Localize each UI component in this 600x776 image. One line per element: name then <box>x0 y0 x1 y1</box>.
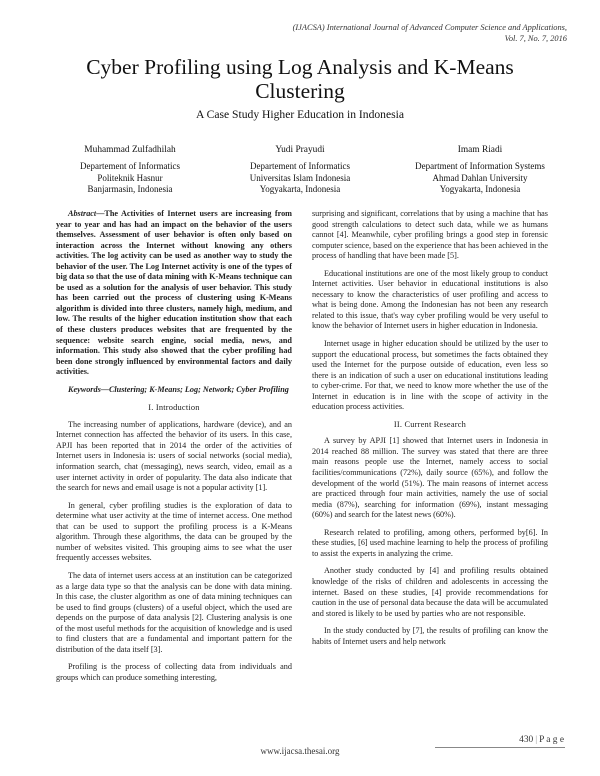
paragraph: surprising and significant, correlations that by using a machine that has good strength calculations to detect such data, while we as humans cannot [4]. Meanwhile, cyber profiling brings a good step in forensic computer science, based on the experience that has been achieved in the process of handling that have been made [5]. <box>312 209 548 261</box>
abstract-text: —The Activities of Internet users are increasing from year to year and has had an impact on the behavior of the users themselves. Assessment of user behavior is often only based on interaction across the Internet without knowing any others activities. The log activity can be used as another way to study the behavior of the user. The Log Internet activity is one of the types of big data so that the use of data mining with K-Means technique can be used as a solution for the analysis of user behavior. This study has been carried out the process of clustering using K-Means algorithm is divided into three clusters, namely high, medium, and low. The results of the higher education institution show that each of these clusters produces websites that are frequented by the sequence: website search engine, social media, news, and information. This study also showed that the cyber profiling had been done strongly influenced by environmental factors and daily activities. <box>56 209 292 377</box>
author-inst: Universitas Islam Indonesia <box>249 172 351 183</box>
author-city: Yogyakarta, Indonesia <box>259 183 341 194</box>
author-name: Imam Riadi <box>457 145 503 155</box>
author-block-2 <box>210 145 390 195</box>
journal-volume: Vol. 7, No. 7, 2016 <box>504 34 567 43</box>
paragraph: Profiling is the process of collecting data from individuals and groups which can produce something interesting, <box>56 662 292 682</box>
page-number: 430 | P a g e <box>519 735 564 745</box>
author-name: Muhammad Zulfadhilah <box>84 145 176 155</box>
keywords: Keywords—Clustering; K-Means; Log; Network; Cyber Profiling <box>68 384 289 394</box>
author-dept: Department of Information Systems <box>415 161 545 172</box>
author-city: Banjarmasin, Indonesia <box>87 183 173 194</box>
paper-title: Cyber Profiling using Log Analysis and K-Means Clustering <box>86 55 514 103</box>
page-number-value: 430 <box>519 735 534 745</box>
abstract <box>56 209 292 378</box>
paragraph: A survey by APJI [1] showed that Internet users in Indonesia in 2014 reached 88 million. The survey was stated that there are three main reasons people use the Internet, namely access to social facilities/communications (72%), daily source (65%), and follow the development of the world (51%). The main reasons of internet access are practiced through four main activities, namely the use of social media (87%), searching for information (69%), instant messaging (60%) and search for the latest news (60%). <box>312 436 548 520</box>
author-block-1 <box>40 145 220 195</box>
author-inst: Politeknik Hasnur <box>97 172 163 183</box>
author-dept: Departement of Informatics <box>250 161 350 172</box>
journal-name: (IJACSA) International Journal of Advanced Computer Science and Applications, <box>292 23 567 32</box>
paragraph: Research related to profiling, among others, performed by[6]. In these studies, [6] used machine learning to help the process of profiling to assist the experts in analyzing the crime. <box>312 527 548 558</box>
paragraph: Another study conducted by [4] and profiling results obtained knowledge of the risks of children and adolescents in accessing the internet. Based on these studies, [4] provide recommendations for caution in the use of personal data because the data will be accumulated and stored is likely to be used by parties who are not responsible. <box>312 566 548 618</box>
paper-subtitle: A Case Study Higher Education in Indonesia <box>195 108 404 121</box>
journal-url: www.ijacsa.thesai.org <box>260 746 340 756</box>
author-dept: Departement of Informatics <box>80 161 180 172</box>
author-inst: Ahmad Dahlan University <box>432 172 528 183</box>
section-heading-current-research: II. Current Research <box>393 419 467 429</box>
paragraph: In general, cyber profiling studies is the exploration of data to determine what user activity at the time of internet access. One method that can be used to support the profiling process is a K-Means algorithm. Through these algorithms, the data can be grouped by the number of websites visited. This grouping aims to see what the user frequently accesses websites. <box>56 500 292 563</box>
left-column <box>56 209 292 690</box>
paragraph: The increasing number of applications, hardware (device), and an Internet connection has affected the behavior of its users. In this case, APJI has been reported that in 2014 the order of the activities of Internet users in Indonesia is: users of social networks (social media), information search, chat (messaging), news search, video, email as a user internet activity in order of popularity. The data also indicate that the search for news and email usage is not a popular activity [1]. <box>56 419 292 493</box>
section-heading-introduction: I. Introduction <box>148 403 200 413</box>
author-block-3 <box>390 145 570 195</box>
journal-header <box>227 22 567 44</box>
paragraph: Internet usage in higher education should be utilized by the user to support the educational process, but sometimes the facts obtained they used the Internet for the purpose outside of education, even less so there is an indication of such a user on educational institutions leading to cyber-crime. For that, we need to know more whether the use of the Internet in education is in line with the scope of activity in the education process activities. <box>312 339 548 412</box>
right-column <box>312 209 548 654</box>
paragraph: The data of internet users access at an institution can be categorized as a large data type so that the analysis can be done with data mining. In this case, the cluster algorithm as one of data mining techniques can be used to find groups (clusters) of a useful object, which the used are depends on the purpose of data analysis [2]. Clustering analysis is one of the most useful methods for the acquisition of knowledge and is used to find clusters that are a fundamental and important pattern for the distribution of the data itself [3]. <box>56 570 292 654</box>
page-label: P a g e <box>539 735 564 745</box>
paragraph: In the study conducted by [7], the results of profiling can know the habits of Internet users and help network <box>312 626 548 646</box>
author-city: Yogyakarta, Indonesia <box>439 183 521 194</box>
abstract-label: Abstract <box>68 209 97 218</box>
author-name: Yudi Prayudi <box>275 145 325 155</box>
paragraph: Educational institutions are one of the most likely group to conduct Internet activities. User behavior in educational institutions is also necessary to know the characteristics of user profiling and access to what is being done. Among the Indonesian has not been any research related to this issue, that's way cyber profiling would be very useful to know the behavior of Internet users in higher education in Indonesia. <box>312 268 548 331</box>
